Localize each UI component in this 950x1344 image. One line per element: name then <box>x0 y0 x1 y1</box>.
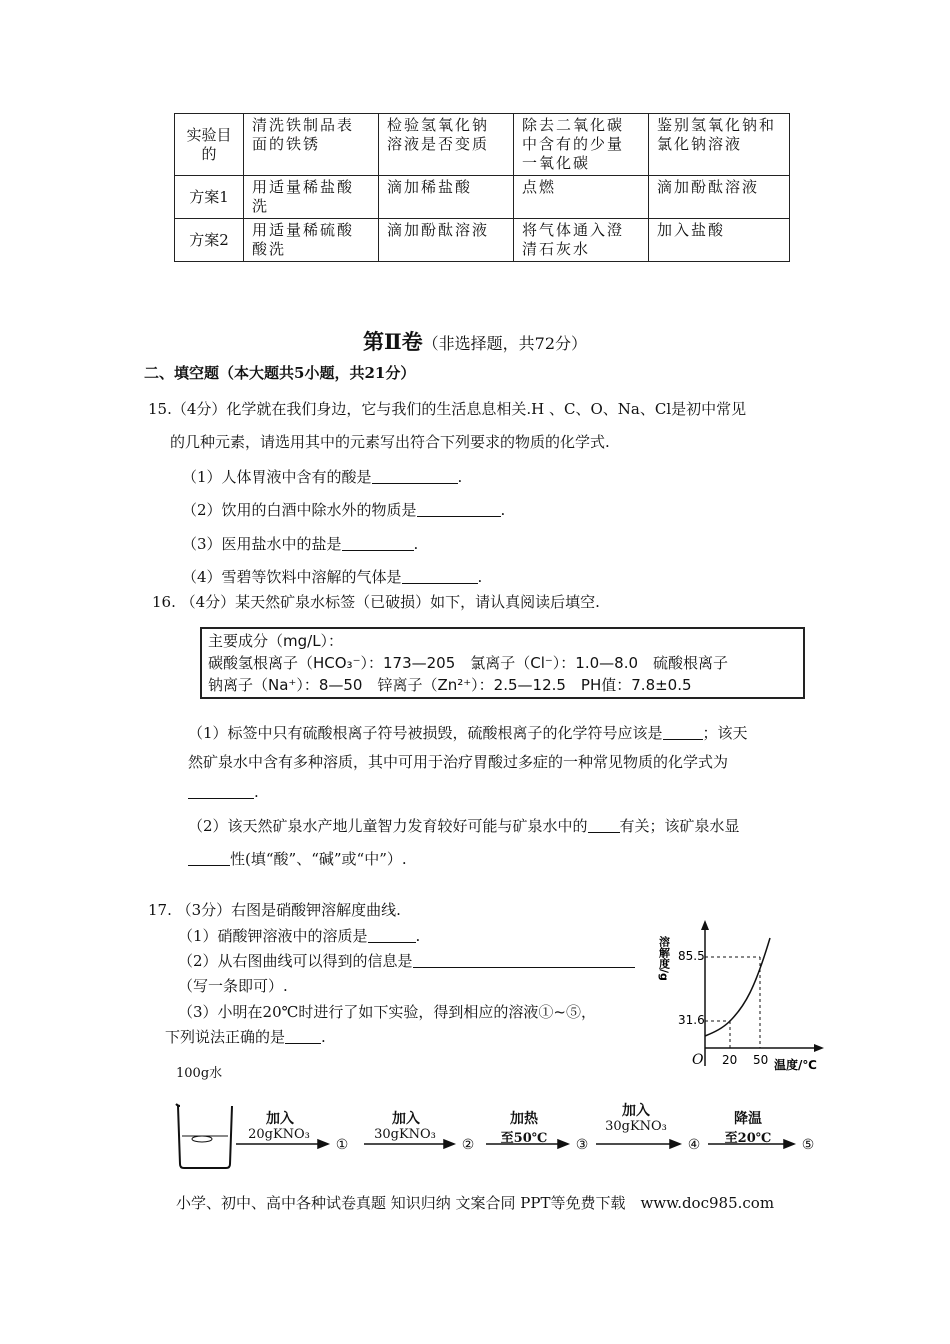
y-axis-label: 溶解度/g <box>657 936 671 981</box>
table-cell: 检验氢氧化钠溶液是否变质 <box>379 114 514 176</box>
q17-item-3b-line: 下列说法正确的是 . <box>165 1028 326 1046</box>
table-cell: 滴加酚酞溶液 <box>649 176 790 219</box>
table-cell: 加入盐酸 <box>649 219 790 262</box>
table-cell: 清洗铁制品表面的铁锈 <box>244 114 379 176</box>
flow-step-bottom: 30gKNO₃ <box>605 1119 667 1134</box>
q15-item-1: （1）人体胃液中含有的酸是 . <box>182 468 463 486</box>
table-cell: 实验目的 <box>175 114 244 176</box>
flow-result: ⑤ <box>801 1137 815 1153</box>
table-cell: 方案1 <box>175 176 244 219</box>
flow-result: ④ <box>687 1137 701 1153</box>
flow-step-top: 加入 <box>392 1111 420 1127</box>
table-cell: 方案2 <box>175 219 244 262</box>
label-line: 钠离子（Na⁺）：8—50 锌离子（Zn²⁺）：2.5—12.5 PH值：7.8±0.5 <box>208 676 692 694</box>
q16-p1-text-d: . <box>254 783 259 801</box>
q16-p1-text-b: ；该天 <box>702 724 748 742</box>
label-line: 碳酸氢根离子（HCO₃⁻）：173—205 氯离子（Cl⁻）：1.0—8.0 硫酸根离子 <box>208 654 729 672</box>
q16-p1-text: （1）标签中只有硫酸根离子符号被损毁，硫酸根离子的化学符号应该是 <box>188 724 663 742</box>
q15-item-3-text: （3）医用盐水中的盐是 <box>182 535 342 553</box>
q15-item-1-text: （1）人体胃液中含有的酸是 <box>182 468 372 486</box>
flow-step-top: 加入 <box>266 1111 294 1127</box>
table-cell: 滴加酚酞溶液 <box>379 219 514 262</box>
flow-step-bottom: 至50℃ <box>500 1131 548 1146</box>
section-title-sub: （非选择题，共72分） <box>422 334 588 353</box>
q17-item-1-text: （1）硝酸钾溶液中的溶质是 <box>178 927 368 945</box>
x-tick-label: 50 <box>753 1053 769 1067</box>
flow-step-bottom: 20gKNO₃ <box>248 1127 310 1142</box>
q16-stem: 16. （4分）某天然矿泉水标签（已破损）如下，请认真阅读后填空. <box>152 593 600 611</box>
y-tick-label: 31.6 <box>678 1013 705 1027</box>
flow-step-top: 加入 <box>622 1103 650 1119</box>
q16-p2-text-b: 有关；该矿泉水显 <box>619 817 740 835</box>
table-cell: 用适量稀硫酸酸洗 <box>244 219 379 262</box>
flow-step-bottom: 至20℃ <box>724 1131 772 1146</box>
section-heading: 二、填空题（本大题共5小题，共21分） <box>144 364 416 382</box>
q17-item-2-text: （2）从右图曲线可以得到的信息是 <box>178 952 413 970</box>
y-tick-label: 85.5 <box>678 949 705 963</box>
q17-item-1: （1）硝酸钾溶液中的溶质是 . <box>178 927 421 945</box>
flow-start-text: 100g水 <box>176 1066 223 1081</box>
q17-item-3b-text: 下列说法正确的是 <box>165 1028 286 1046</box>
table-cell: 用适量稀盐酸洗 <box>244 176 379 219</box>
table-cell: 鉴别氢氧化钠和氯化钠溶液 <box>649 114 790 176</box>
flow-result: ① <box>335 1137 349 1153</box>
q17-item-2b: （写一条即可）. <box>178 977 288 995</box>
section-title-main: 第Ⅱ卷 <box>362 329 423 354</box>
x-axis-label: 温度/℃ <box>774 1058 817 1072</box>
label-line: 主要成分（mg/L）： <box>208 632 344 650</box>
q17-stem: 17. （3分）右图是硝酸钾溶解度曲线. <box>148 901 401 919</box>
table-cell: 除去二氧化碳中含有的少量一氧化碳 <box>514 114 649 176</box>
flow-result: ③ <box>575 1137 589 1153</box>
q16-p2-text: （2）该天然矿泉水产地儿童智力发育较好可能与矿泉水中的 <box>188 817 588 835</box>
origin-label: O <box>692 1052 704 1068</box>
table-cell: 滴加稀盐酸 <box>379 176 514 219</box>
q16-p1-c: 然矿泉水中含有多种溶质，其中可用于治疗胃酸过多症的一种常见物质的化学式为 <box>188 753 729 771</box>
q17-item-3: （3）小明在20℃时进行了如下实验，得到相应的溶液①~⑤， <box>178 1003 596 1021</box>
q15-item-4: （4）雪碧等饮料中溶解的气体是 . <box>182 568 483 586</box>
q15-stem-2: 的几种元素，请选用其中的元素写出符合下列要求的物质的化学式. <box>170 433 610 451</box>
q15-stem-1: 15.（4分）化学就在我们身边，它与我们的生活息息相关.H 、C、O、Na、Cl是初中常见 <box>148 400 747 418</box>
q15-item-3: （3）医用盐水中的盐是 . <box>182 535 419 553</box>
flow-step-top: 加热 <box>510 1111 538 1127</box>
arrow-head-icon <box>670 1140 680 1148</box>
flow-step-top: 降温 <box>734 1111 762 1127</box>
q15-item-4-text: （4）雪碧等饮料中溶解的气体是 <box>182 568 402 586</box>
table-cell: 将气体通入澄清石灰水 <box>514 219 649 262</box>
q15-item-2-text: （2）饮用的白酒中除水外的物质是 <box>182 501 417 519</box>
flow-step-bottom: 30gKNO₃ <box>374 1127 436 1142</box>
flow-result: ② <box>461 1137 475 1153</box>
page-footer: 小学、初中、高中各种试卷真题 知识归纳 文案合同 PPT等免费下载 www.doc985.com <box>175 1194 775 1212</box>
q15-item-2: （2）饮用的白酒中除水外的物质是 . <box>182 501 506 519</box>
q16-p2-text-c: 性(填“酸”、“碱”或“中”）. <box>230 850 407 868</box>
x-tick-label: 20 <box>722 1053 738 1067</box>
table-cell: 点燃 <box>514 176 649 219</box>
